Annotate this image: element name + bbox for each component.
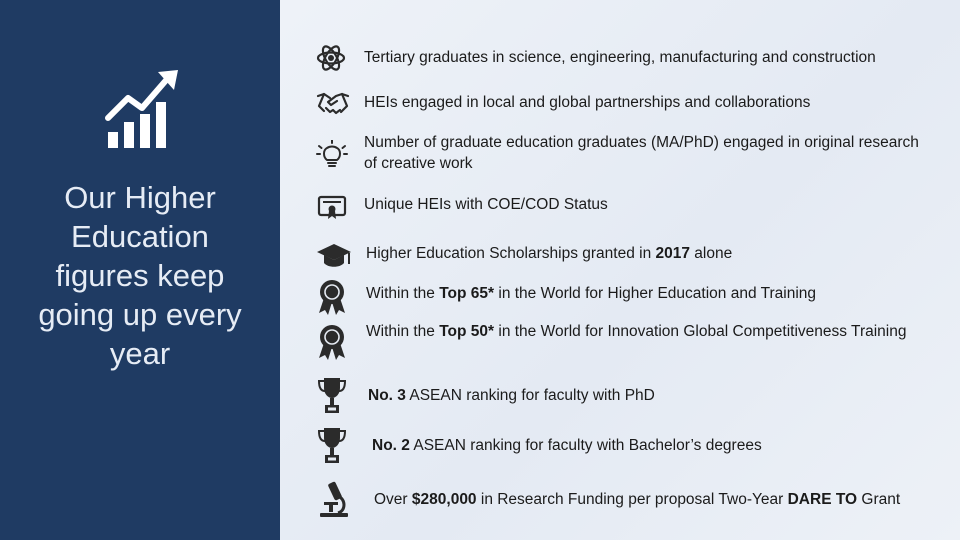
lightbulb-icon	[316, 140, 348, 172]
item-text: Within the Top 65* in the World for Higher Education and Training	[366, 285, 817, 302]
list-item-partnerships	[316, 88, 950, 118]
item-text: Higher Education Scholarships granted in 2017 alone	[366, 245, 733, 262]
item-text: No. 2 ASEAN ranking for faculty with Bachelor’s degrees	[372, 437, 762, 454]
chart-growth-icon	[104, 68, 180, 152]
item-text: HEIs engaged in local and global partnerships and collaborations	[364, 94, 811, 111]
item-text: Number of graduate education graduates (MA/PhD) engaged in original research of creative work	[364, 134, 919, 172]
handshake-icon	[316, 90, 350, 116]
item-text: Within the Top 50* in the World for Innovation Global Competitiveness Training	[366, 323, 907, 340]
list-item-stem-graduates	[316, 40, 950, 76]
microscope-icon	[316, 480, 352, 520]
item-text: Over $280,000 in Research Funding per proposal Two-Year DARE TO Grant	[374, 491, 901, 508]
graduation-cap-icon	[316, 242, 352, 270]
item-text: Tertiary graduates in science, engineering, manufacturing and construction	[364, 49, 876, 66]
award-ribbon-icon	[316, 278, 348, 316]
list-item-top-65	[316, 278, 950, 318]
item-text: Unique HEIs with COE/COD Status	[364, 196, 608, 213]
certificate-icon	[316, 194, 348, 220]
list-item-asean-phd	[316, 376, 950, 416]
item-text: No. 3 ASEAN ranking for faculty with PhD	[368, 387, 655, 404]
content-panel	[280, 0, 960, 540]
list-item-research-funding	[316, 478, 950, 522]
list-item-graduate-research	[316, 130, 950, 176]
trophy-icon	[316, 426, 348, 466]
list-item-top-50	[316, 320, 950, 366]
trophy-icon	[316, 376, 348, 416]
left-panel	[0, 0, 280, 540]
atom-icon	[316, 42, 346, 74]
list-item-coe-cod	[316, 192, 950, 222]
list-item-scholarships	[316, 240, 950, 270]
headline: Our Higher Education figures keep going up every year	[38, 180, 242, 371]
list-item-asean-bachelors	[316, 426, 950, 466]
award-ribbon-icon	[316, 323, 348, 361]
